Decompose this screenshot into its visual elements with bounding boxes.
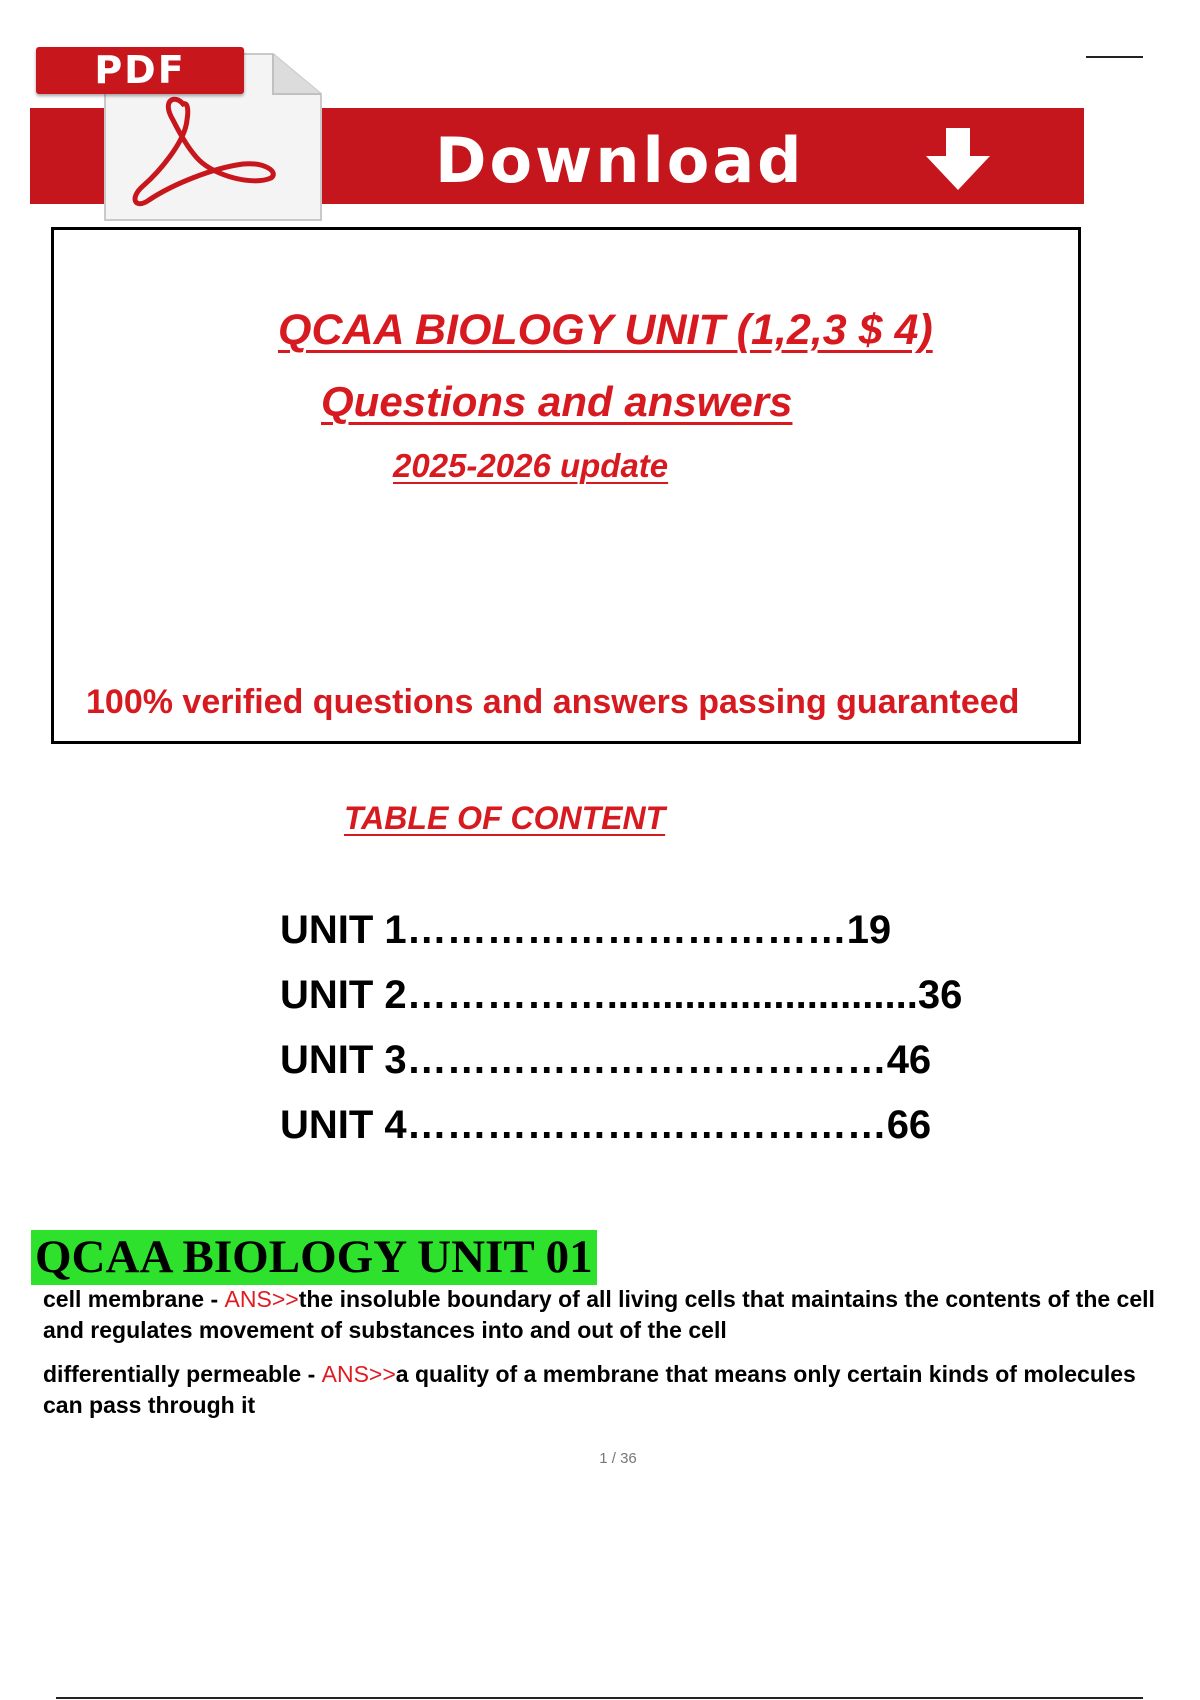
- ans-marker: ANS>>: [321, 1361, 396, 1387]
- toc-list: [280, 905, 962, 1165]
- guarantee-text: 100% verified questions and answers passing guaranteed: [86, 683, 1020, 721]
- toc-page: 66: [886, 1103, 932, 1147]
- toc-page: 36: [917, 973, 963, 1017]
- toc-page: 19: [846, 908, 892, 952]
- qa-item: [43, 1284, 1200, 1346]
- qa-item: [43, 1359, 1200, 1421]
- toc-entry-unit-1[interactable]: [280, 905, 962, 970]
- pdf-label: PDF: [36, 47, 244, 94]
- toc-label: UNIT 1: [280, 908, 407, 952]
- download-arrow-icon[interactable]: [918, 124, 998, 194]
- bottom-rule: [56, 1697, 1143, 1699]
- qa-answer-continued: and regulates movement of substances into and out of the cell: [43, 1317, 727, 1343]
- toc-label: UNIT 3: [280, 1038, 407, 1082]
- unit-heading: QCAA BIOLOGY UNIT 01: [31, 1230, 597, 1285]
- qa-answer-continued: can pass through it: [43, 1392, 256, 1418]
- document-title: QCAA BIOLOGY UNIT (1,2,3 $ 4): [278, 306, 933, 354]
- update-label: 2025-2026 update: [393, 447, 669, 484]
- toc-entry-unit-2[interactable]: [280, 970, 962, 1035]
- page-indicator: 1 / 36: [599, 1450, 637, 1467]
- toc-page: 46: [886, 1038, 932, 1082]
- qa-term: differentially permeable -: [43, 1361, 322, 1387]
- toc-entry-unit-3[interactable]: [280, 1035, 962, 1100]
- toc-leader: ………………………………: [406, 1103, 887, 1147]
- toc-label: UNIT 2: [280, 973, 407, 1017]
- toc-leader: ……………............................: [406, 973, 918, 1017]
- qa-line: [43, 1359, 1200, 1390]
- qa-answer: the insoluble boundary of all living cells that maintains the contents of the cell: [298, 1286, 1155, 1312]
- cover-box: [51, 227, 1081, 744]
- download-label[interactable]: Download: [435, 124, 805, 197]
- toc-entry-unit-4[interactable]: [280, 1100, 962, 1165]
- ans-marker: ANS>>: [224, 1286, 299, 1312]
- toc-leader: ………………………………: [406, 1038, 887, 1082]
- qa-line: [43, 1284, 1200, 1315]
- toc-heading: TABLE OF CONTENT: [344, 800, 666, 836]
- toc-leader: ……………………………: [406, 908, 847, 952]
- top-rule: [1086, 56, 1143, 58]
- qa-answer: a quality of a membrane that means only certain kinds of molecules: [395, 1361, 1136, 1387]
- toc-label: UNIT 4: [280, 1103, 407, 1147]
- qa-term: cell membrane -: [43, 1286, 225, 1312]
- document-subtitle: Questions and answers: [321, 378, 793, 425]
